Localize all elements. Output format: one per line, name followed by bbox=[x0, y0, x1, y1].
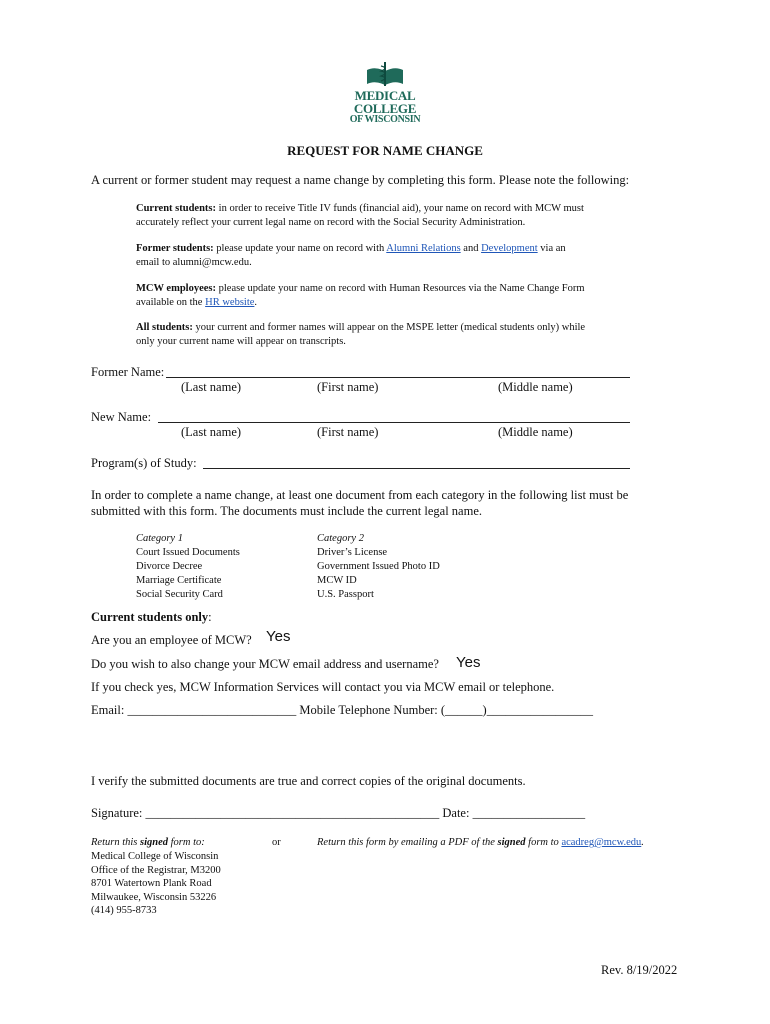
book-staff-icon bbox=[365, 62, 405, 88]
note-mcw-employees bbox=[136, 282, 585, 310]
note-former-students bbox=[136, 242, 566, 270]
note-text: only your current name will appear on transcripts. bbox=[136, 336, 346, 347]
employee-answer-field[interactable]: Yes bbox=[266, 628, 291, 645]
address-line: Office of the Registrar, M3200 bbox=[91, 864, 221, 876]
mailing-address bbox=[91, 850, 221, 918]
list-item: Marriage Certificate bbox=[136, 575, 222, 586]
note-text: your current and former names will appear on the MSPE letter (medical students only) while bbox=[192, 322, 586, 333]
return-text: form to: bbox=[168, 837, 205, 848]
list-item: Court Issued Documents bbox=[136, 547, 240, 558]
return-text: Return this form by emailing a PDF of the bbox=[317, 837, 498, 848]
former-name-label: Former Name: bbox=[91, 365, 165, 379]
documents-intro-2: submitted with this form. The documents must include the current legal name. bbox=[91, 504, 483, 518]
email-change-answer-field[interactable]: Yes bbox=[456, 654, 481, 671]
mcw-logo bbox=[345, 62, 425, 128]
last-name-caption: (Last name) bbox=[181, 425, 242, 439]
new-name-label: New Name: bbox=[91, 410, 152, 424]
heading-colon: : bbox=[208, 610, 212, 624]
logo-line-3: OF WISCONSIN bbox=[349, 114, 421, 125]
note-label: MCW employees: bbox=[136, 283, 216, 294]
page-title: REQUEST FOR NAME CHANGE bbox=[287, 143, 483, 158]
heading-text: Current students only bbox=[91, 610, 209, 624]
note-text: in order to receive Title IV funds (financial aid), your name on record with MCW must bbox=[216, 203, 584, 214]
revision-date: Rev. 8/19/2022 bbox=[601, 963, 678, 977]
current-students-heading bbox=[91, 610, 212, 625]
last-name-caption: (Last name) bbox=[181, 380, 242, 394]
list-item: MCW ID bbox=[317, 575, 357, 586]
note-current-students bbox=[136, 202, 584, 230]
return-email-instruction bbox=[317, 836, 644, 850]
registrar-email-link[interactable]: acadreg@mcw.edu bbox=[561, 837, 642, 848]
first-name-caption: (First name) bbox=[317, 380, 379, 394]
note-label: All students: bbox=[136, 322, 193, 333]
note-text: . bbox=[254, 297, 258, 308]
or-text: or bbox=[272, 837, 281, 848]
return-text: form to bbox=[525, 837, 562, 848]
new-name-field[interactable] bbox=[158, 422, 630, 423]
program-field[interactable] bbox=[203, 468, 630, 469]
return-text: . bbox=[641, 837, 644, 848]
note-all-students bbox=[136, 321, 585, 349]
return-text: Return this bbox=[91, 837, 140, 848]
category-1-title: Category 1 bbox=[136, 533, 183, 544]
employee-question: Are you an employee of MCW? bbox=[91, 633, 252, 647]
category-1-list bbox=[136, 532, 240, 602]
address-line: 8701 Watertown Plank Road bbox=[91, 878, 212, 889]
note-text: please update your name on record with Human Resources via the Name Change Form bbox=[216, 283, 585, 294]
logo-line-1: MEDICAL bbox=[354, 88, 416, 103]
note-text: available on the bbox=[136, 297, 206, 308]
return-bold: signed bbox=[140, 837, 169, 848]
middle-name-caption: (Middle name) bbox=[498, 380, 573, 394]
email-phone-line[interactable]: Email: ___________________________ Mobile Telephone Number: (______)_________________ bbox=[91, 703, 593, 717]
category-2-list bbox=[317, 532, 440, 602]
list-item: Divorce Decree bbox=[136, 561, 203, 572]
list-item: U.S. Passport bbox=[317, 589, 374, 600]
note-text: please update your name on record with bbox=[213, 243, 387, 254]
note-text: accurately reflect your current legal name on record with the Social Security Administration. bbox=[136, 217, 526, 228]
hr-website-link[interactable]: HR website bbox=[205, 297, 255, 308]
signature-date-line[interactable]: Signature: _______________________________________________ Date: __________________ bbox=[91, 806, 586, 820]
logo-line-2: COLLEGE bbox=[353, 101, 417, 116]
middle-name-caption: (Middle name) bbox=[498, 425, 573, 439]
note-text: and bbox=[460, 243, 482, 254]
return-mail-instruction bbox=[91, 836, 205, 850]
verification-statement: I verify the submitted documents are true and correct copies of the original documents. bbox=[91, 774, 526, 788]
email-change-question: Do you wish to also change your MCW email address and username? bbox=[91, 657, 439, 671]
list-item: Social Security Card bbox=[136, 589, 223, 600]
note-text: email to alumni@mcw.edu. bbox=[136, 257, 252, 268]
alumni-relations-link[interactable]: Alumni Relations bbox=[386, 243, 461, 254]
intro-text: A current or former student may request a name change by completing this form. Please note the following: bbox=[91, 173, 630, 187]
return-bold: signed bbox=[497, 837, 526, 848]
contact-note: If you check yes, MCW Information Services will contact you via MCW email or telephone. bbox=[91, 680, 555, 694]
note-label: Current students: bbox=[136, 203, 217, 214]
list-item: Government Issued Photo ID bbox=[317, 561, 440, 572]
category-2-title: Category 2 bbox=[317, 533, 364, 544]
first-name-caption: (First name) bbox=[317, 425, 379, 439]
address-line: Medical College of Wisconsin bbox=[91, 851, 219, 862]
note-text: via an bbox=[537, 243, 566, 254]
address-line: Milwaukee, Wisconsin 53226 bbox=[91, 891, 217, 903]
former-name-field[interactable] bbox=[166, 377, 630, 378]
documents-intro-1: In order to complete a name change, at least one document from each category in the following list must be bbox=[91, 488, 629, 502]
note-label: Former students: bbox=[136, 243, 214, 254]
development-link[interactable]: Development bbox=[481, 243, 538, 254]
address-line: (414) 955-8733 bbox=[91, 905, 157, 916]
program-label: Program(s) of Study: bbox=[91, 456, 197, 470]
list-item: Driver’s License bbox=[317, 547, 388, 558]
